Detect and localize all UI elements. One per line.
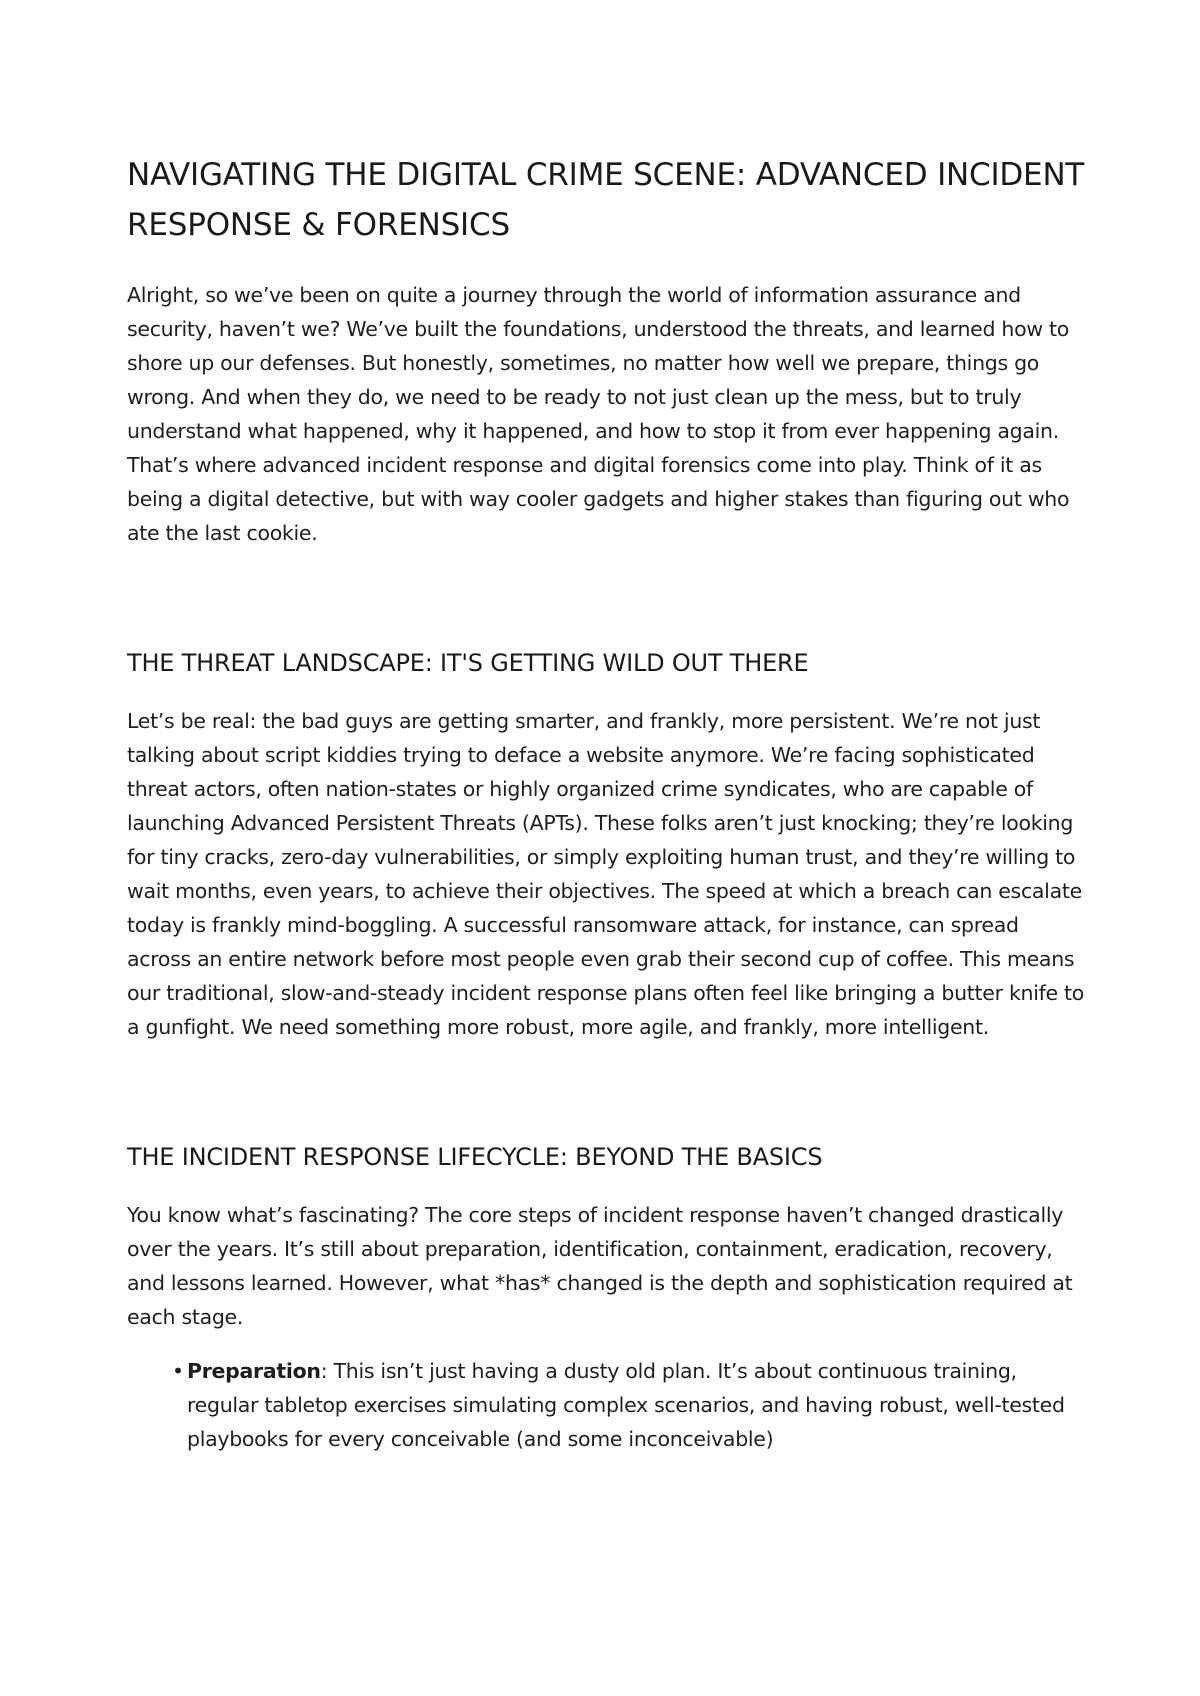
section-body-threat-landscape: Let’s be real: the bad guys are getting smarter, and frankly, more persistent. We’re not just talking about script kiddies trying to deface a website anymore. We’re facing sophisticated threat actors, often nation-states or highly organized crime syndicates, who are capable of launching Advanced Persistent Threats (APTs). These folks aren’t just knocking; they’re looking for tiny cracks, zero-day vulnerabilities, or simply exploiting human trust, and they’re willing to wait months, even years, to achieve their objectives. The speed at which a breach can escalate today is frankly mind-boggling. A successful ransomware attack, for instance, can spread across an entire network before most people even grab their second cup of coffee. This means our traditional, slow-and-steady incident response plans often feel like bringing a butter knife to a gunfight. We need something more robust, more agile, and frankly, more intelligent. (127, 709, 1085, 1039)
section-body-incident-response-lifecycle: You know what’s fascinating? The core steps of incident response haven’t changed drastically over the years. It’s still about preparation, identification, containment, eradication, recovery, and lessons learned. However, what *has* changed is the depth and sophistication required at each stage. (127, 1203, 1073, 1329)
section-heading-threat-landscape: THE THREAT LANDSCAPE: IT'S GETTING WILD OUT THERE (127, 649, 809, 677)
intro-paragraph: Alright, so we’ve been on quite a journey through the world of information assurance and security, haven’t we? We’ve built the foundations, understood the threats, and learned how to shore up our defenses. But honestly, sometimes, no matter how well we prepare, things go wrong. And when they do, we need to be ready to not just clean up the mess, but to truly understand what happened, why it happened, and how to stop it from ever happening again. That’s where advanced incident response and digital forensics come into play. Think of it as being a digital detective, but with way cooler gadgets and higher stakes than figuring out who ate the last cookie. (127, 283, 1070, 545)
section-heading-incident-response-lifecycle: THE INCIDENT RESPONSE LIFECYCLE: BEYOND THE BASICS (127, 1143, 823, 1171)
list-item-text: : This isn’t just having a dusty old plan. It’s about continuous training, regular tabletop exercises simulating complex scenarios, and having robust, well-tested playbooks for every conceivable (and some inconceivable) (187, 1359, 1065, 1451)
lifecycle-bullet-list (127, 1354, 1087, 1456)
list-item (172, 1354, 1087, 1456)
document-page (127, 150, 1087, 1456)
bullet-marker: • (172, 1359, 184, 1383)
document-title: NAVIGATING THE DIGITAL CRIME SCENE: ADVANCED INCIDENT RESPONSE & FORENSICS (127, 157, 1085, 243)
list-item-term: Preparation (187, 1359, 321, 1383)
